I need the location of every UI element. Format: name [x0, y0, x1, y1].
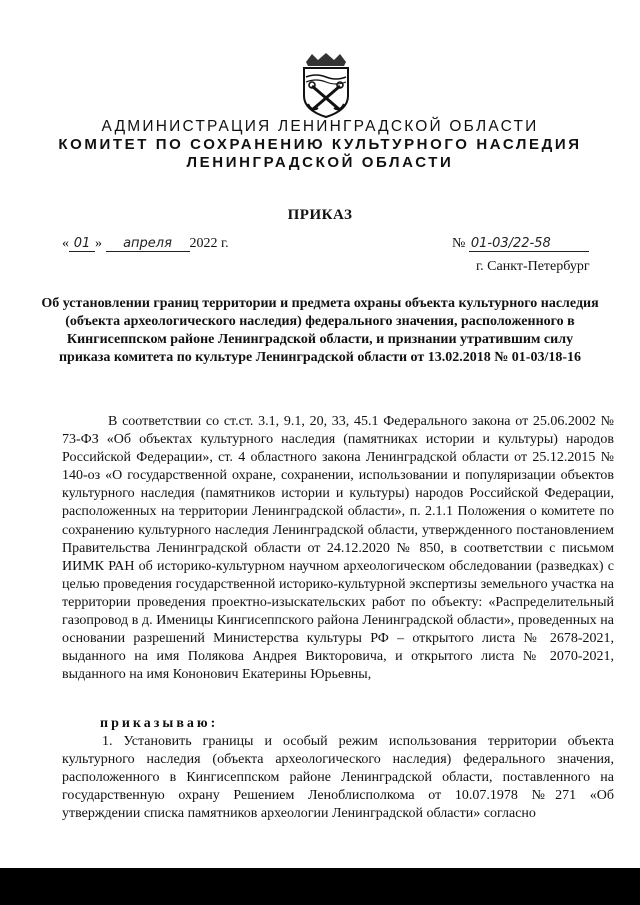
header-committee: КОМИТЕТ ПО СОХРАНЕНИЮ КУЛЬТУРНОГО НАСЛЕДИЯ	[58, 136, 582, 153]
date-day-handwritten: 01	[73, 236, 91, 251]
coat-of-arms-emblem	[300, 52, 352, 118]
date-month-handwritten: апреля	[123, 236, 172, 251]
date-close-quote: »	[95, 236, 102, 251]
order-date	[62, 236, 229, 252]
preamble-paragraph: В соответствии со ст.ст. 3.1, 9.1, 20, 33, 45.1 Федерального закона от 25.06.2002 № 73-ФЗ «Об объектах культурного наследия (памятниках истории и культуры) народов Российской Федерации», ст. 4 областного закона Ленинградской области от 25.12.2015 № 140-оз «О государственной охране, сохранении, использовании и популяризации объектов культурного наследия (памятников истории и культуры) народов Российской Федерации, расположенных на территории Ленинградской области», п. 2.1.1 Положения о комитете по сохранению культурного наследия Ленинградской области, утвержденного постановлением Правительства Ленинградской области от 24.12.2020 № 850, в соответствии с письмом ИИМК РАН об историко-культурном научном археологическом обследовании (разведках) с целью проведения государственной историко-культурной экспертизы земельного участка на территории проведения проектно-изыскательских работ по объекту: «Распределительный газопровод в д. Именицы Кингисеппского района Ленинградской области», проведенных на основании разрешений Министерства культуры РФ – открытого листа № 2678-2021, выданного на имя Полякова Андрея Викторовича, и открытого листа № 2070-2021, выданного на имя Кононович Екатерины Юрьевны,	[62, 414, 614, 683]
number-value-handwritten: 01-03/22-58	[470, 236, 551, 251]
document-type-heading: ПРИКАЗ	[287, 207, 353, 223]
number-sign: №	[452, 236, 466, 251]
date-year: 2022 г.	[189, 236, 229, 251]
scan-border-bar	[0, 868, 640, 905]
clause-1-paragraph: 1. Установить границы и особый режим использования территории объекта культурного наследия (объекта археологического наследия) федерального значения, расположенного в Кингисеппском районе Ленинградской области, поставленного на государственную охрану Решением Леноблисполкома от 10.07.1978 №271 «Об утверждении списка памятников археологии Ленинградской области» согласно	[62, 734, 614, 822]
directive-word: приказываю:	[100, 716, 219, 731]
city-label: г. Санкт-Петербург	[476, 259, 590, 274]
order-title: Об установлении границ территории и предмета охраны объекта культурного наследия (объекта археологического наследия) федерального значения, расположенного в Кингисеппском районе Ленинградской области, и признании утратившим силу приказа комитета по культуре Ленинградской области от 13.02.2018 № 01-03/18-16	[41, 296, 599, 365]
order-number	[452, 236, 589, 252]
header-administration: АДМИНИСТРАЦИЯ ЛЕНИНГРАДСКОЙ ОБЛАСТИ	[101, 118, 539, 135]
header-region: ЛЕНИНГРАДСКОЙ ОБЛАСТИ	[186, 154, 454, 171]
date-open-quote: «	[62, 236, 69, 251]
